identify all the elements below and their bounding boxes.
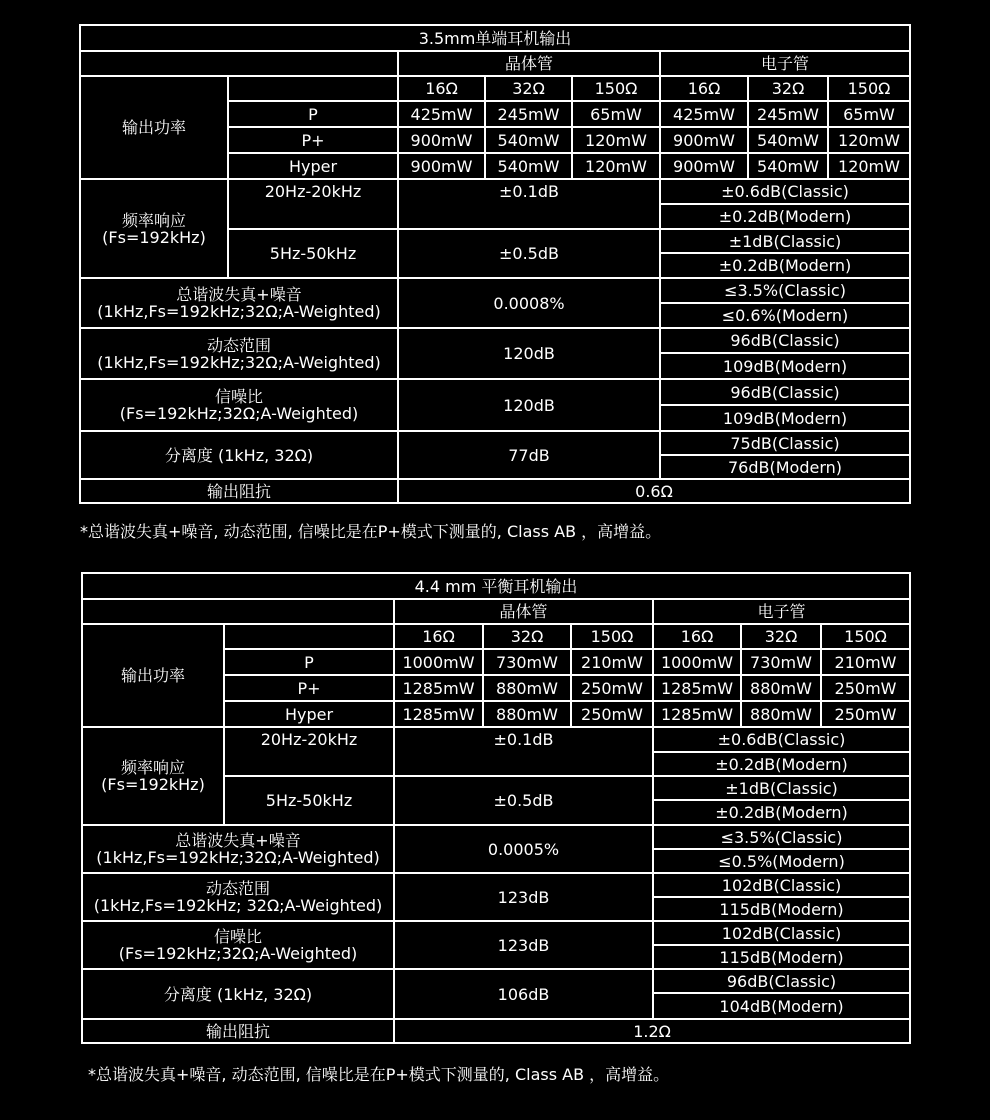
sep-label: 分离度 (1kHz, 32Ω): [82, 969, 394, 1019]
power-value: 65mW: [572, 101, 660, 127]
group-tube: 电子管: [653, 599, 910, 624]
power-value: 120mW: [828, 153, 910, 179]
sep-tube-modern: 104dB(Modern): [653, 993, 910, 1019]
sep-tube-classic: 96dB(Classic): [653, 969, 910, 993]
sep-transistor: 77dB: [398, 431, 660, 479]
dr-tube-classic: 96dB(Classic): [660, 328, 910, 353]
sep-tube-classic: 75dB(Classic): [660, 431, 910, 455]
footnote: *总谐波失真+噪音, 动态范围, 信噪比是在P+模式下测量的, Class AB ，高增益。: [80, 522, 662, 541]
power-value: 65mW: [828, 101, 910, 127]
power-value: 540mW: [485, 127, 572, 153]
impedance-header: 150Ω: [571, 624, 653, 649]
power-value: 1285mW: [653, 675, 741, 701]
table-title-row: [82, 573, 910, 599]
power-value: 540mW: [485, 153, 572, 179]
impedance-header-row: [82, 624, 910, 649]
power-value: 1000mW: [653, 649, 741, 675]
empty-corner-cell: [82, 599, 394, 624]
power-value: 250mW: [821, 701, 910, 727]
thd-tube-modern: ≤0.5%(Modern): [653, 849, 910, 873]
snr-label: 信噪比 (Fs=192kHz;32Ω;A-Weighted): [80, 379, 398, 431]
mode-label: P+: [228, 127, 398, 153]
freq-tube-classic: ±1dB(Classic): [660, 229, 910, 253]
group-transistor: 晶体管: [398, 51, 660, 76]
power-value: 120mW: [572, 153, 660, 179]
power-value: 120mW: [572, 127, 660, 153]
freq-label: 频率响应 (Fs=192kHz): [82, 727, 224, 825]
power-value: 425mW: [398, 101, 485, 127]
power-value: 880mW: [741, 675, 821, 701]
snr-tube-classic: 96dB(Classic): [660, 379, 910, 405]
dr-label: 动态范围 (1kHz,Fs=192kHz; 32Ω;A-Weighted): [82, 873, 394, 921]
power-value: 540mW: [748, 127, 828, 153]
mode-label: P: [224, 649, 394, 675]
power-value: 540mW: [748, 153, 828, 179]
power-value: 900mW: [398, 153, 485, 179]
impedance-header: 16Ω: [653, 624, 741, 649]
snr-transistor: 120dB: [398, 379, 660, 431]
freq-transistor: ±0.1dB: [394, 727, 653, 776]
impedance-header: 32Ω: [748, 76, 828, 101]
power-value: 250mW: [571, 701, 653, 727]
impedance-value: 1.2Ω: [394, 1019, 910, 1043]
sep-transistor: 106dB: [394, 969, 653, 1019]
power-value: 900mW: [660, 153, 748, 179]
snr-tube-modern: 109dB(Modern): [660, 405, 910, 431]
impedance-label: 输出阻抗: [82, 1019, 394, 1043]
impedance-header: 150Ω: [572, 76, 660, 101]
empty-corner-cell: [80, 51, 398, 76]
freq-range: 20Hz-20kHz: [228, 179, 398, 229]
thd-tube-classic: ≤3.5%(Classic): [653, 825, 910, 849]
freq-tube-classic: ±0.6dB(Classic): [653, 727, 910, 752]
thd-label: 总谐波失真+噪音 (1kHz,Fs=192kHz;32Ω;A-Weighted): [82, 825, 394, 873]
group-tube: 电子管: [660, 51, 910, 76]
thd-tube-modern: ≤0.6%(Modern): [660, 303, 910, 328]
impedance-header: 32Ω: [485, 76, 572, 101]
impedance-value: 0.6Ω: [398, 479, 910, 503]
table-title: 3.5mm单端耳机输出: [80, 25, 910, 51]
freq-row-1a: [82, 727, 910, 752]
dr-row-a: [82, 873, 910, 897]
impedance-header: 32Ω: [741, 624, 821, 649]
mode-label: Hyper: [228, 153, 398, 179]
sep-label: 分离度 (1kHz, 32Ω): [80, 431, 398, 479]
snr-label: 信噪比 (Fs=192kHz;32Ω;A-Weighted): [82, 921, 394, 969]
power-value: 425mW: [660, 101, 748, 127]
power-value: 250mW: [821, 675, 910, 701]
freq-label: 频率响应 (Fs=192kHz): [80, 179, 228, 278]
freq-tube-modern: ±0.2dB(Modern): [660, 204, 910, 229]
thd-label: 总谐波失真+噪音 (1kHz,Fs=192kHz;32Ω;A-Weighted): [80, 278, 398, 328]
power-label: 输出功率: [82, 624, 224, 727]
group-transistor: 晶体管: [394, 599, 653, 624]
power-value: 1000mW: [394, 649, 483, 675]
mode-label: P+: [224, 675, 394, 701]
freq-row-1a: [80, 179, 910, 204]
impedance-row: [82, 1019, 910, 1043]
power-value: 730mW: [483, 649, 571, 675]
sep-tube-modern: 76dB(Modern): [660, 455, 910, 479]
impedance-header: 32Ω: [483, 624, 571, 649]
impedance-header: 16Ω: [394, 624, 483, 649]
freq-range: 5Hz-50kHz: [224, 776, 394, 825]
power-value: 1285mW: [653, 701, 741, 727]
impedance-header: 16Ω: [660, 76, 748, 101]
power-value: 1285mW: [394, 675, 483, 701]
group-header-row: [80, 51, 910, 76]
power-value: 880mW: [483, 675, 571, 701]
power-value: 900mW: [398, 127, 485, 153]
footnote: *总谐波失真+噪音, 动态范围, 信噪比是在P+模式下测量的, Class AB ，高增益。: [88, 1065, 670, 1084]
freq-tube-classic: ±0.6dB(Classic): [660, 179, 910, 204]
power-value: 880mW: [741, 701, 821, 727]
power-value: 880mW: [483, 701, 571, 727]
thd-tube-classic: ≤3.5%(Classic): [660, 278, 910, 303]
power-value: 1285mW: [394, 701, 483, 727]
power-value: 210mW: [821, 649, 910, 675]
dr-tube-modern: 115dB(Modern): [653, 897, 910, 921]
thd-transistor: 0.0005%: [394, 825, 653, 873]
impedance-header: 16Ω: [398, 76, 485, 101]
empty-mode-header: [224, 624, 394, 649]
thd-row-a: [82, 825, 910, 849]
table-title: 4.4 mm 平衡耳机输出: [82, 573, 910, 599]
freq-transistor: ±0.5dB: [398, 229, 660, 278]
snr-row-a: [82, 921, 910, 945]
freq-range: 5Hz-50kHz: [228, 229, 398, 278]
sep-row-a: [80, 431, 910, 455]
power-value: 210mW: [571, 649, 653, 675]
spec-table-4-4mm: [81, 572, 911, 1044]
power-value: 900mW: [660, 127, 748, 153]
power-value: 120mW: [828, 127, 910, 153]
group-header-row: [82, 599, 910, 624]
power-value: 250mW: [571, 675, 653, 701]
impedance-row: [80, 479, 910, 503]
power-label: 输出功率: [80, 76, 228, 179]
freq-tube-modern: ±0.2dB(Modern): [653, 800, 910, 825]
impedance-header: 150Ω: [828, 76, 910, 101]
snr-row-a: [80, 379, 910, 405]
dr-tube-modern: 109dB(Modern): [660, 353, 910, 379]
dr-row-a: [80, 328, 910, 353]
thd-row-a: [80, 278, 910, 303]
freq-transistor: ±0.5dB: [394, 776, 653, 825]
power-value: 730mW: [741, 649, 821, 675]
snr-tube-modern: 115dB(Modern): [653, 945, 910, 969]
dr-label: 动态范围 (1kHz,Fs=192kHz;32Ω;A-Weighted): [80, 328, 398, 379]
snr-tube-classic: 102dB(Classic): [653, 921, 910, 945]
freq-transistor: ±0.1dB: [398, 179, 660, 229]
power-value: 245mW: [748, 101, 828, 127]
sep-row-a: [82, 969, 910, 993]
impedance-label: 输出阻抗: [80, 479, 398, 503]
spec-table-3-5mm: [79, 24, 911, 504]
freq-tube-classic: ±1dB(Classic): [653, 776, 910, 800]
mode-label: Hyper: [224, 701, 394, 727]
freq-tube-modern: ±0.2dB(Modern): [660, 253, 910, 278]
dr-transistor: 120dB: [398, 328, 660, 379]
freq-range: 20Hz-20kHz: [224, 727, 394, 776]
empty-mode-header: [228, 76, 398, 101]
mode-label: P: [228, 101, 398, 127]
table-title-row: [80, 25, 910, 51]
freq-tube-modern: ±0.2dB(Modern): [653, 752, 910, 776]
power-value: 245mW: [485, 101, 572, 127]
impedance-header-row: [80, 76, 910, 101]
snr-transistor: 123dB: [394, 921, 653, 969]
thd-transistor: 0.0008%: [398, 278, 660, 328]
dr-transistor: 123dB: [394, 873, 653, 921]
impedance-header: 150Ω: [821, 624, 910, 649]
dr-tube-classic: 102dB(Classic): [653, 873, 910, 897]
